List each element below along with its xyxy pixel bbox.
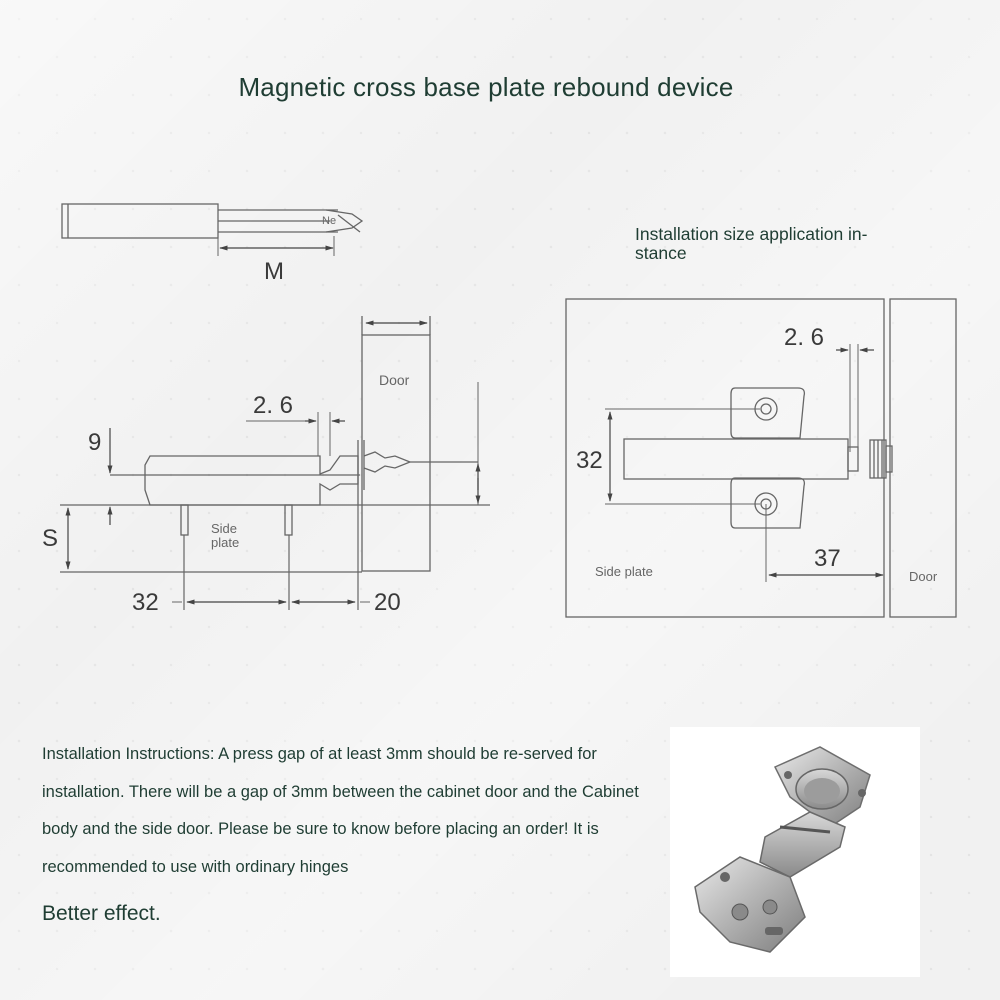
left-dim-9-label: 9	[88, 429, 102, 456]
left-dim-32-label: 32	[132, 589, 159, 616]
left-dim-26-label: 2. 6	[253, 392, 294, 419]
left-door-label: Door	[379, 372, 410, 388]
dim-m-label: M	[264, 258, 284, 285]
left-bumper-body	[110, 440, 478, 535]
top-view-mark: Ne	[322, 215, 337, 227]
right-dim-37-label: 37	[814, 545, 841, 572]
left-side-plate-label: Side plate	[211, 521, 240, 550]
hinge-icon	[670, 727, 920, 977]
better-effect-text: Better effect.	[42, 902, 161, 925]
installation-instructions: Installation Instructions: A press gap of at least 3mm should be re-served for installation. There will be a gap of 3mm between the cabinet door and the Cabinet body and the side door. Please be sure to know before placing an order! It is recommended to use with ordinary hinges	[42, 745, 639, 876]
right-door-label: Door	[909, 569, 938, 584]
page-title: Magnetic cross base plate rebound device	[238, 72, 734, 102]
right-dim-32-label: 32	[576, 447, 603, 474]
left-side-plate	[60, 505, 490, 610]
left-dim-20-label: 20	[374, 589, 401, 616]
hinge-photo	[670, 727, 920, 977]
left-door	[362, 316, 430, 571]
left-dim-s-label: S	[42, 525, 59, 552]
right-dim-26-label: 2. 6	[784, 324, 825, 351]
top-view-bumper	[62, 204, 362, 238]
installation-heading: Installation size application in-stance	[635, 224, 868, 263]
right-side-plate-label: Side plate	[595, 564, 653, 579]
